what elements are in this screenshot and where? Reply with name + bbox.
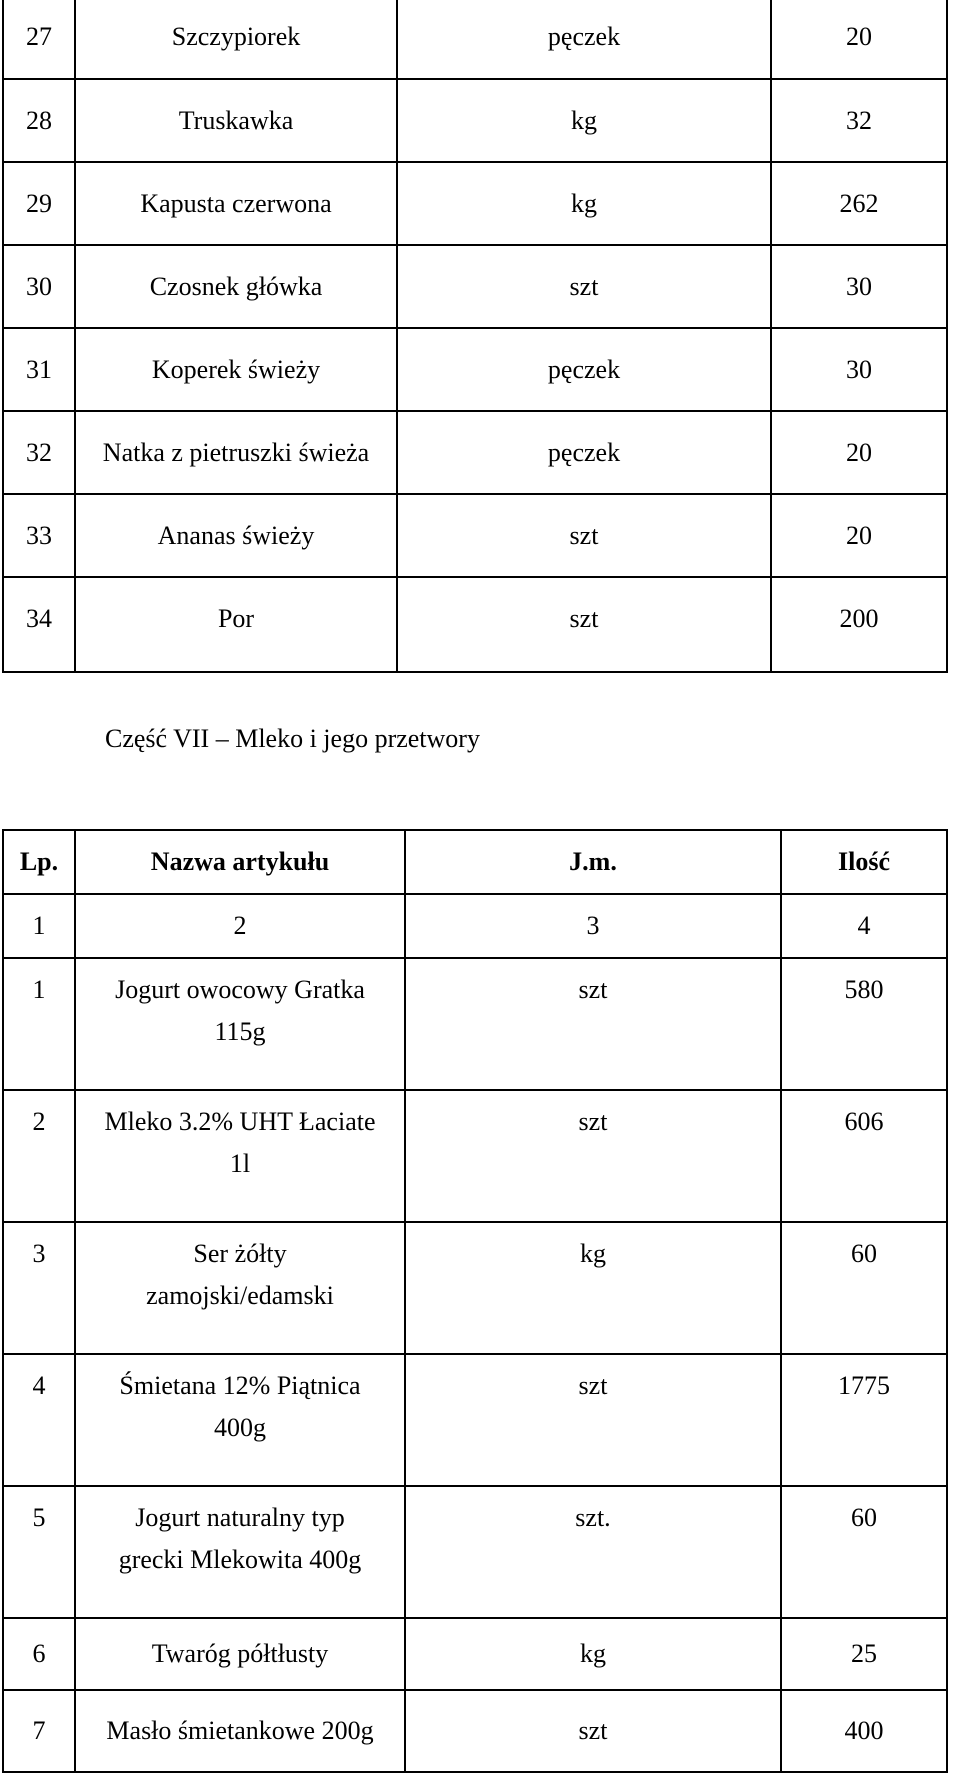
row-qty: 25 bbox=[781, 1618, 947, 1690]
row-name-line1: Śmietana 12% Piątnica bbox=[119, 1371, 361, 1400]
row-name-line1: Jogurt owocowy Gratka bbox=[115, 975, 365, 1004]
row-lp: 1 bbox=[3, 958, 75, 1090]
row-qty: 30 bbox=[771, 245, 947, 328]
row-lp: 3 bbox=[3, 1222, 75, 1354]
table-row bbox=[3, 494, 947, 577]
table-row bbox=[3, 79, 947, 162]
row-name: Natka z pietruszki świeża bbox=[75, 411, 397, 494]
header-qty: Ilość bbox=[781, 830, 947, 894]
row-qty: 20 bbox=[771, 494, 947, 577]
row-lp: 34 bbox=[3, 577, 75, 672]
row-lp: 28 bbox=[3, 79, 75, 162]
row-qty: 200 bbox=[771, 577, 947, 672]
row-name bbox=[75, 1090, 405, 1222]
row-name-line2: grecki Mlekowita 400g bbox=[118, 1545, 362, 1574]
table-row bbox=[3, 1690, 947, 1772]
row-name-line1: Ser żółty bbox=[193, 1239, 287, 1268]
header-unit: J.m. bbox=[405, 830, 781, 894]
row-unit: szt. bbox=[405, 1486, 781, 1618]
vegetables-table-continuation bbox=[2, 0, 948, 673]
row-unit: kg bbox=[405, 1222, 781, 1354]
col-number: 4 bbox=[781, 894, 947, 958]
row-unit: szt bbox=[405, 1090, 781, 1222]
row-unit: szt bbox=[397, 577, 771, 672]
table-row bbox=[3, 1354, 947, 1486]
row-qty: 60 bbox=[781, 1222, 947, 1354]
row-name: Por bbox=[75, 577, 397, 672]
table-row bbox=[3, 958, 947, 1090]
row-name: Truskawka bbox=[75, 79, 397, 162]
row-qty: 20 bbox=[771, 0, 947, 79]
row-qty: 32 bbox=[771, 79, 947, 162]
row-unit: kg bbox=[397, 79, 771, 162]
section-title: Część VII – Mleko i jego przetwory bbox=[105, 724, 480, 753]
row-unit: szt bbox=[405, 1690, 781, 1772]
row-unit: kg bbox=[405, 1618, 781, 1690]
table-row bbox=[3, 1090, 947, 1222]
row-lp: 4 bbox=[3, 1354, 75, 1486]
table-row bbox=[3, 1486, 947, 1618]
row-name-line2: 115g bbox=[214, 1017, 266, 1046]
table-row bbox=[3, 411, 947, 494]
row-lp: 7 bbox=[3, 1690, 75, 1772]
row-unit: pęczek bbox=[397, 411, 771, 494]
row-unit: pęczek bbox=[397, 328, 771, 411]
row-name: Kapusta czerwona bbox=[75, 162, 397, 245]
row-lp: 29 bbox=[3, 162, 75, 245]
dairy-table bbox=[2, 829, 948, 1773]
row-name: Ananas świeży bbox=[75, 494, 397, 577]
row-unit: pęczek bbox=[397, 0, 771, 79]
row-lp: 32 bbox=[3, 411, 75, 494]
table-row bbox=[3, 577, 947, 672]
row-qty: 1775 bbox=[781, 1354, 947, 1486]
col-number: 1 bbox=[3, 894, 75, 958]
row-lp: 33 bbox=[3, 494, 75, 577]
row-name-line1: Mleko 3.2% UHT Łaciate bbox=[104, 1107, 376, 1136]
table-row bbox=[3, 162, 947, 245]
row-qty: 400 bbox=[781, 1690, 947, 1772]
row-lp: 2 bbox=[3, 1090, 75, 1222]
row-unit: szt bbox=[405, 958, 781, 1090]
row-qty: 60 bbox=[781, 1486, 947, 1618]
row-name bbox=[75, 1222, 405, 1354]
row-lp: 6 bbox=[3, 1618, 75, 1690]
row-lp: 27 bbox=[3, 0, 75, 79]
row-unit: szt bbox=[397, 245, 771, 328]
row-unit: kg bbox=[397, 162, 771, 245]
table-header-row bbox=[3, 830, 947, 894]
row-lp: 31 bbox=[3, 328, 75, 411]
row-unit: szt bbox=[405, 1354, 781, 1486]
table-row bbox=[3, 0, 947, 79]
row-name-line2: zamojski/edamski bbox=[146, 1281, 334, 1310]
row-unit: szt bbox=[397, 494, 771, 577]
row-name bbox=[75, 958, 405, 1090]
row-name: Masło śmietankowe 200g bbox=[75, 1690, 405, 1772]
col-number: 2 bbox=[75, 894, 405, 958]
row-name: Koperek świeży bbox=[75, 328, 397, 411]
header-lp: Lp. bbox=[3, 830, 75, 894]
row-qty: 606 bbox=[781, 1090, 947, 1222]
row-qty: 580 bbox=[781, 958, 947, 1090]
row-name: Czosnek główka bbox=[75, 245, 397, 328]
column-numbers-row bbox=[3, 894, 947, 958]
row-qty: 262 bbox=[771, 162, 947, 245]
row-qty: 20 bbox=[771, 411, 947, 494]
table-row bbox=[3, 1222, 947, 1354]
table-row bbox=[3, 245, 947, 328]
row-name-line2: 400g bbox=[214, 1413, 266, 1442]
row-qty: 30 bbox=[771, 328, 947, 411]
row-name: Twaróg półtłusty bbox=[75, 1618, 405, 1690]
table-row bbox=[3, 1618, 947, 1690]
row-name: Szczypiorek bbox=[75, 0, 397, 79]
col-number: 3 bbox=[405, 894, 781, 958]
header-name: Nazwa artykułu bbox=[75, 830, 405, 894]
table-row bbox=[3, 328, 947, 411]
row-lp: 5 bbox=[3, 1486, 75, 1618]
row-lp: 30 bbox=[3, 245, 75, 328]
row-name bbox=[75, 1486, 405, 1618]
row-name-line2: 1l bbox=[229, 1149, 251, 1178]
row-name bbox=[75, 1354, 405, 1486]
row-name-line1: Jogurt naturalny typ bbox=[135, 1503, 345, 1532]
